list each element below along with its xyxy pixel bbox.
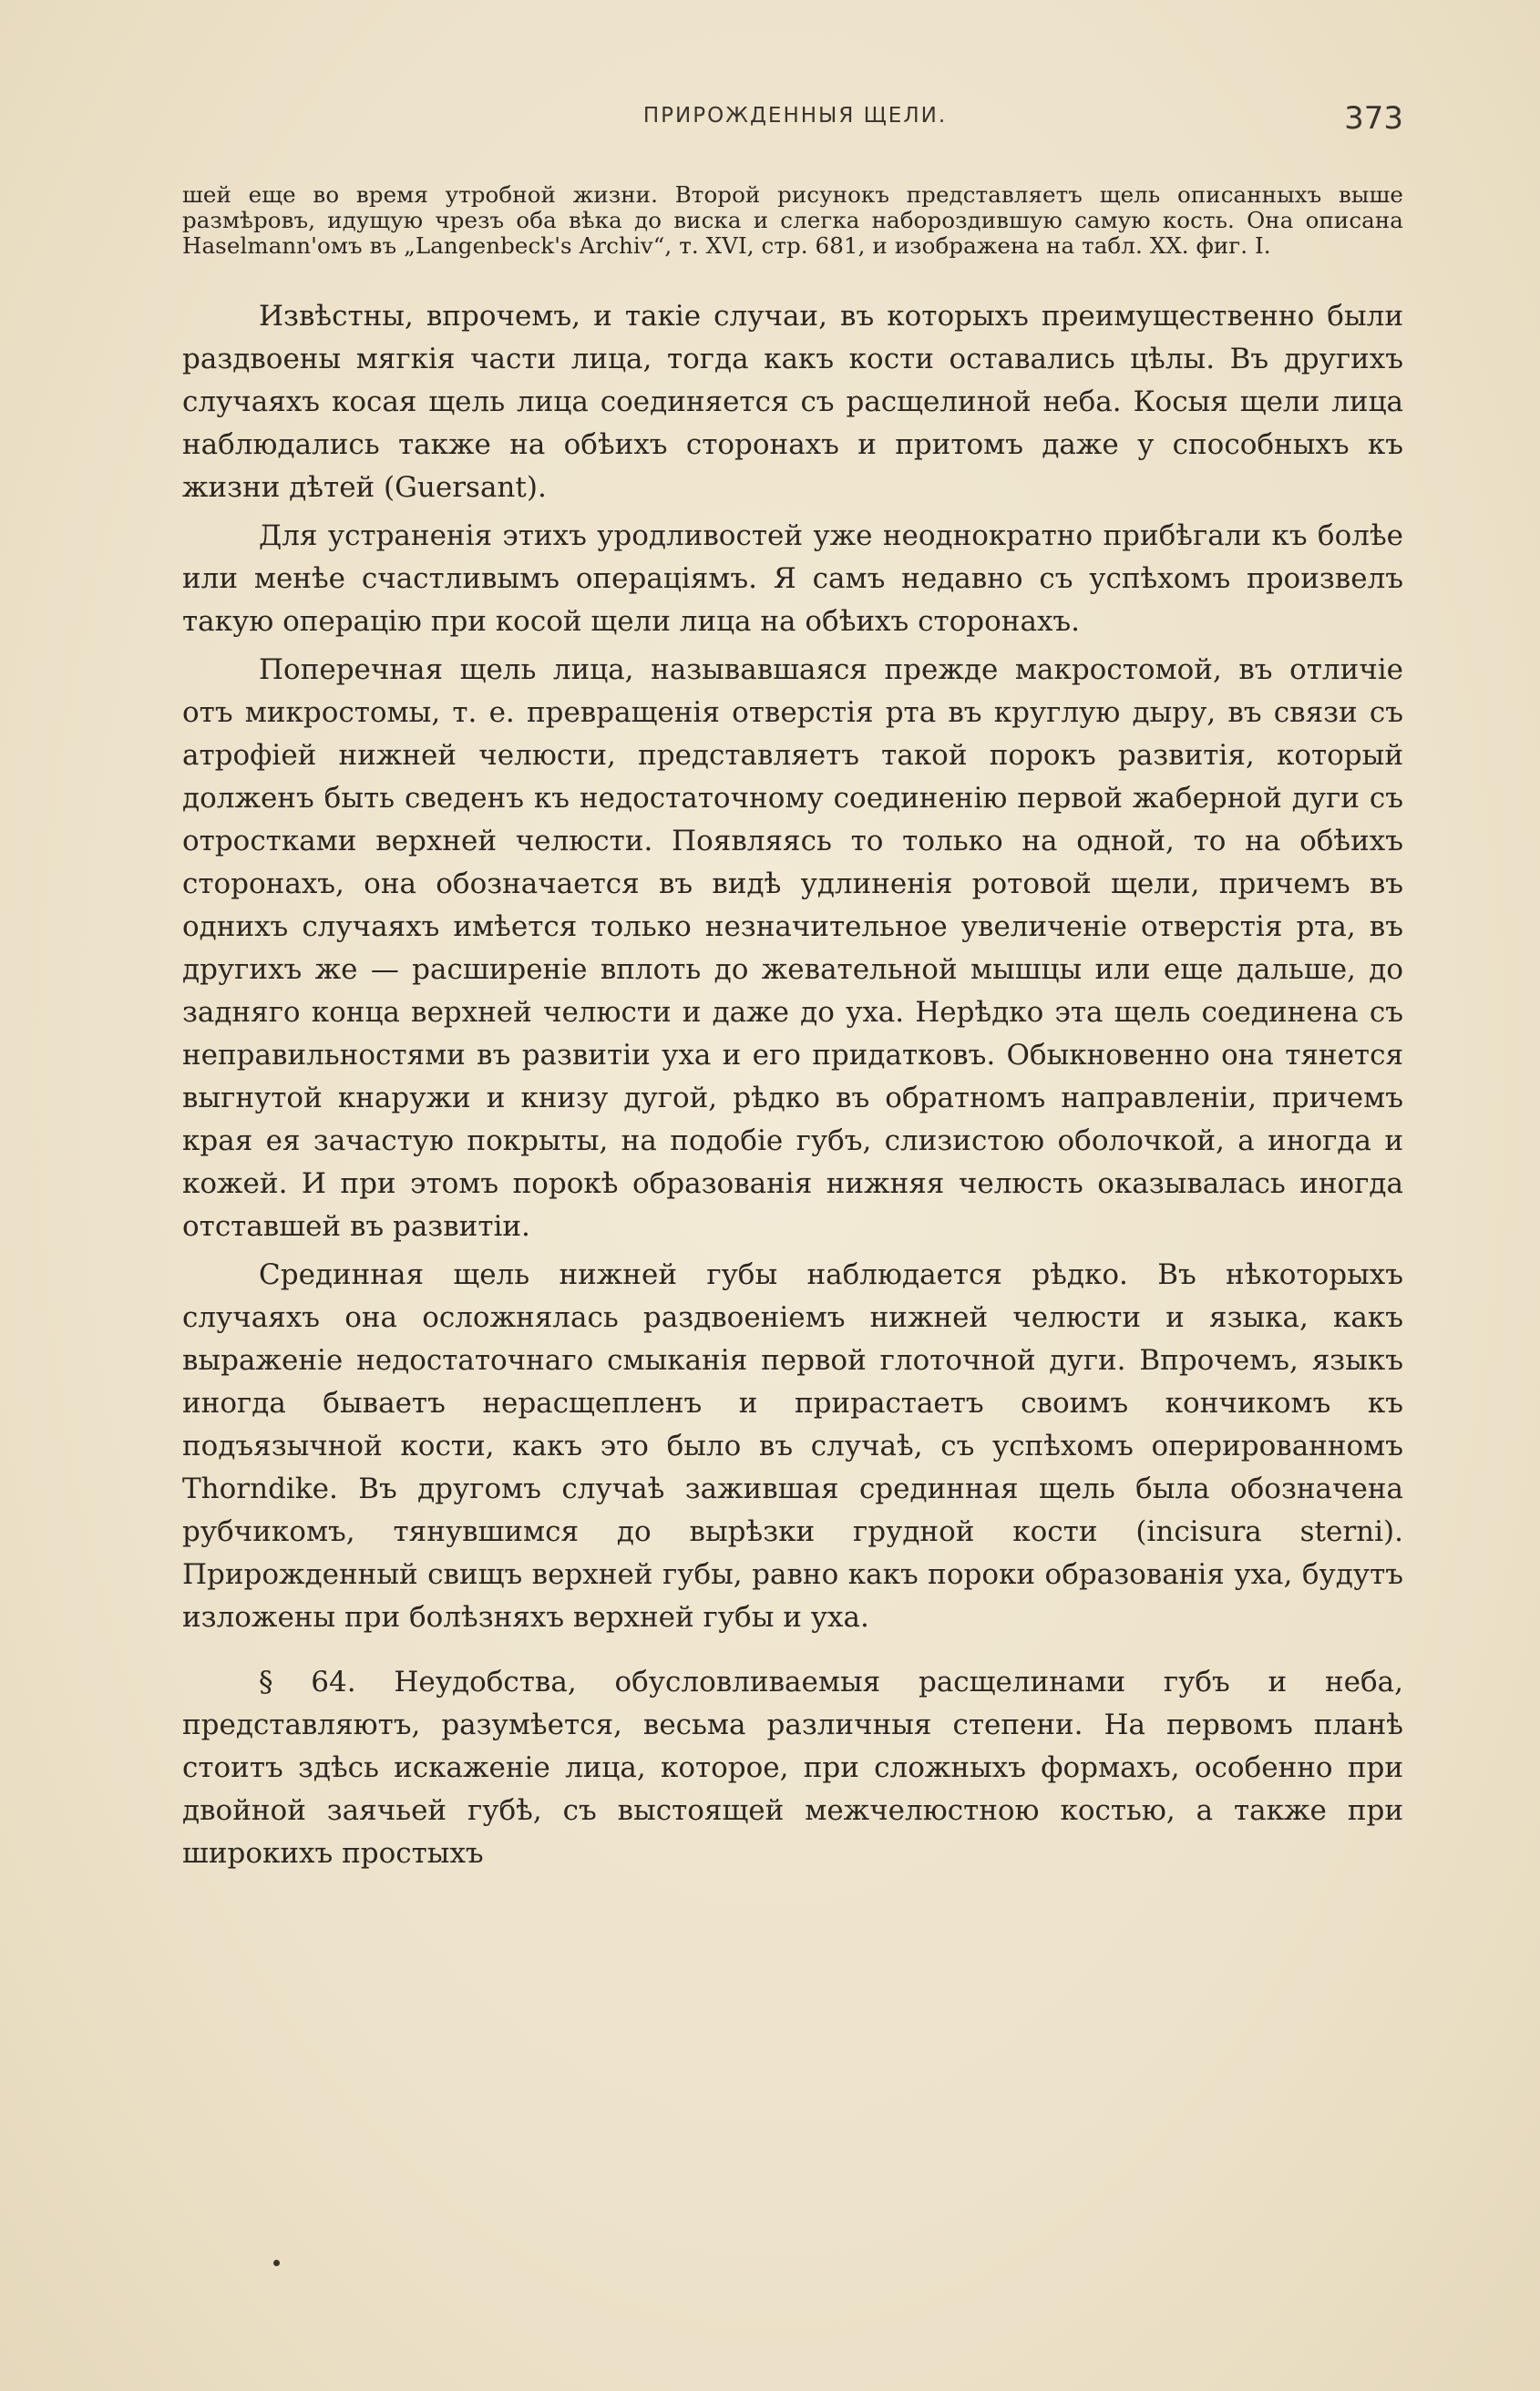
paragraph-guersant: Извѣстны, впрочемъ, и такіе случаи, въ которыхъ преимущественно были раздвоены мягкія части лица, тогда какъ кости оставались цѣлы. Въ другихъ случаяхъ косая щель лица соединяется съ расщелиной неба. Косыя щели лица наблюдались также на обѣихъ сторонахъ и притомъ даже у способныхъ къ жизни дѣтей (Guersant). <box>182 300 1403 504</box>
page-number: 373 <box>1344 100 1403 137</box>
running-title: ПРИРОЖДЕННЫЯ ЩЕЛИ. <box>642 104 948 128</box>
page-content <box>182 182 1403 1881</box>
footnote-text: шей еще во время утробной жизни. Второй рисунокъ представляетъ щель описанныхъ выше размѣровъ, идущую чрезъ оба вѣка до виска и слегка набороздившую самую кость. Она описана Haselmann'омъ въ „Langenbeck's Archiv“, т. XVI, стр. 681, и изображена на табл. XX. фиг. I. <box>182 181 1403 259</box>
paragraph-operations: Для устраненія этихъ уродливостей уже неоднократно прибѣгали къ болѣе или менѣе счастливымъ операціямъ. Я самъ недавно съ успѣхомъ произвелъ такую операцію при косой щели лица на обѣихъ сторонахъ. <box>182 519 1403 638</box>
paragraph-transverse-cleft: Поперечная щель лица, называвшаяся прежде макростомой, въ отличіе отъ микростомы, т. е. превращенія отверстія рта въ круглую дыру, въ связи съ атрофіей нижней челюсти, представляетъ такой порокъ развитія, который долженъ быть сведенъ къ недостаточному соединенію первой жаберной дуги съ отростками верхней челюсти. Появляясь то только на одной, то на обѣихъ сторонахъ, она обозначается въ видѣ удлиненія ротовой щели, причемъ въ однихъ случаяхъ имѣется только незначительное увеличеніе отверстія рта, въ другихъ же — расширеніе вплоть до жевательной мышцы или еще дальше, до задняго конца верхней челюсти и даже до уха. Нерѣдко эта щель соединена съ неправильностями въ развитіи уха и его придатковъ. Обыкновенно она тянется выгнутой кнаружи и книзу дугой, рѣдко въ обратномъ направленіи, причемъ края ея зачастую покрыты, на подобіе губъ, слизистою оболочкой, а иногда и кожей. И при этомъ порокѣ образованія нижняя челюсть оказывалась иногда отставшей въ развитіи. <box>182 653 1403 1243</box>
footnote <box>182 182 1403 259</box>
ink-speck <box>273 2260 280 2266</box>
body-text <box>182 295 1403 1875</box>
paragraph-section-64: § 64. Неудобства, обусловливаемыя расщелинами губъ и неба, представляютъ, разумѣется, весьма различныя степени. На первомъ планѣ стоитъ здѣсь искаженіе лица, которое, при сложныхъ формахъ, особенно при двойной заячьей губѣ, съ выстоящей межчелюстною костью, а также при широкихъ простыхъ <box>182 1666 1403 1870</box>
paragraph-median-cleft: Срединная щель нижней губы наблюдается рѣдко. Въ нѣкоторыхъ случаяхъ она осложнялась раздвоеніемъ нижней челюсти и языка, какъ выраженіе недостаточнаго смыканія первой глоточной дуги. Впрочемъ, языкъ иногда бываетъ нерасщепленъ и прирастаетъ своимъ кончикомъ къ подъязычной кости, какъ это было въ случаѣ, съ успѣхомъ оперированномъ Thorndike. Въ другомъ случаѣ зажившая срединная щель была обозначена рубчикомъ, тянувшимся до вырѣзки грудной кости (incisura sterni). Прирожденный свищъ верхней губы, равно какъ пороки образованія уха, будутъ изложены при болѣзняхъ верхней губы и уха. <box>182 1258 1403 1634</box>
page-header <box>187 100 1403 146</box>
